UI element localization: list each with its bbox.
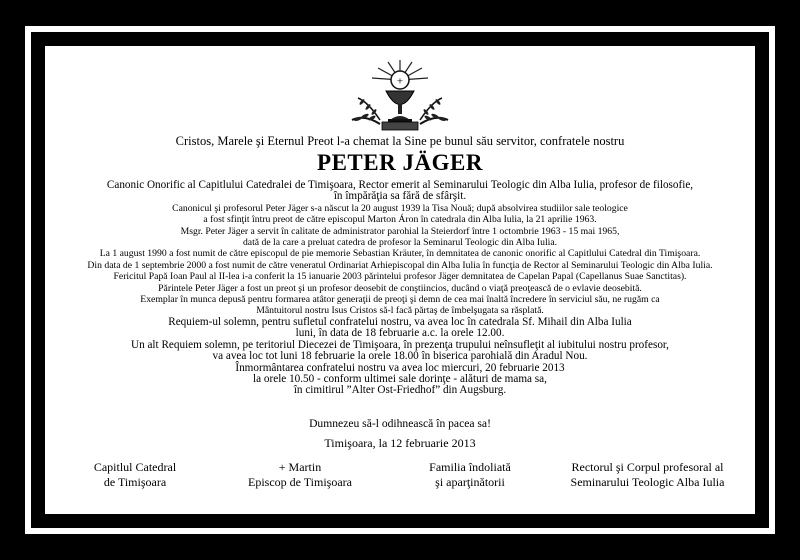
body-line: Canonicul şi profesorul Peter Jäger s-a născut la 20 august 1939 la Tisa Nouă; după absolvirea studiilor sale teologice — [172, 202, 628, 214]
signer-seminary — [550, 460, 745, 490]
body-line: Msgr. Peter Jäger a servit în calitate de administrator parohial la Steierdorf între 1 octombrie 1963 - 15 mai 1965, — [180, 225, 620, 237]
intro-line: Cristos, Marele şi Eternul Preot l-a chemat la Sine pe bunul său servitor, confratele nostru — [175, 134, 625, 148]
signer-family — [400, 460, 540, 490]
body-line: a fost sfinţit întru preot de către episcopul Marton Áron în catedrala din Alba Iulia, la 21 aprilie 1963. — [203, 214, 597, 226]
body-line: La 1 august 1990 a fost numit de către episcopul de pie memorie Sebastian Kräuter, în demnitatea de canonic onorific al Capitlului Catedral din Timişoara. — [99, 248, 701, 260]
signer-bishop — [225, 460, 375, 490]
body-line: în cimitirul ”Alter Ost-Friedhof” din Augsburg. — [293, 384, 507, 397]
body-line: Din data de 1 septembrie 2000 a fost numit de către veneratul Ordinariat Arhiepiscopal din Alba Iulia în funcţia de Rector al Seminarului Teologic din Alba Iulia. — [87, 259, 713, 271]
chalice-host-emblem-icon — [350, 58, 450, 132]
obituary-body — [45, 180, 755, 397]
body-line: Fericitul Papă Ioan Paul al II-lea i-a conferit la 15 ianuarie 2003 părintelui profesor Jäger demnitatea de Capelan Papal (Capellanus Suae Sanctitas). — [113, 271, 687, 283]
body-line: Înmormântarea confratelui nostru va avea loc miercuri, 20 februarie 2013 — [235, 361, 565, 374]
body-line: în împărăţia sa fără de sfârşit. — [333, 190, 467, 203]
prayer-line: Dumnezeu să-l odihnească în pacea sa! — [309, 417, 491, 430]
svg-text:+: + — [396, 76, 404, 86]
signer-chapter — [60, 460, 210, 490]
body-line: la orele 10.50 - conform ultimei sale dorinţe - alături de mama sa, — [253, 372, 547, 385]
signer-line: Seminarului Teologic Alba Iulia — [570, 475, 725, 489]
deceased-name: PETER JÄGER — [317, 150, 483, 175]
body-line: Canonic Onorific al Capitlului Catedralei de Timişoara, Rector emerit al Seminarului Teologic din Alba Iulia, profesor de filosofie, — [106, 179, 694, 191]
signer-line: de Timişoara — [103, 475, 167, 489]
body-line: va avea loc tot luni 18 februarie la orele 18.00 în biserica parohială din Aradul Nou. — [212, 350, 588, 363]
place-date: Timişoara, la 12 februarie 2013 — [324, 436, 476, 450]
body-line: dată de la care a preluat catedra de profesor la Seminarul Teologic din Alba Iulia. — [242, 237, 558, 249]
body-line: Un alt Requiem solemn, pe teritoriul Diecezei de Timişoara, în prezenţa trupului neînsufleţit al iubitului nostru profesor, — [131, 338, 669, 351]
body-line: Exemplar în munca depusă pentru formarea atâtor generaţii de preoţi şi demn de cea mai înaltă încredere în serviciul său, ne rugăm ca — [140, 294, 660, 306]
signer-line: Familia îndoliată — [429, 460, 511, 474]
body-line: Mântuitorul nostru Isus Cristos să-l facă părtaş de îmbelşugata sa răsplată. — [256, 305, 544, 317]
body-line: Requiem-ul solemn, pentru sufletul confratelui nostru, va avea loc în catedrala Sf. Mihail din Alba Iulia — [168, 315, 632, 328]
body-line: luni, în data de 18 februarie a.c. la orele 12.00. — [295, 327, 505, 340]
signer-line: Episcop de Timişoara — [248, 475, 352, 489]
signers-row — [45, 460, 755, 510]
signer-line: + Martin — [278, 460, 322, 474]
signer-line: şi aparţinătorii — [435, 475, 505, 489]
body-line: Părintele Peter Jäger a fost un preot şi un profesor deosebit de conştiincios, ducând o viaţă preoţească de o evlavie deosebită. — [158, 282, 642, 294]
signer-line: Capitlul Catedral — [93, 460, 177, 474]
obituary-card — [45, 46, 755, 514]
signer-line: Rectorul şi Corpul profesoral al — [571, 460, 724, 474]
